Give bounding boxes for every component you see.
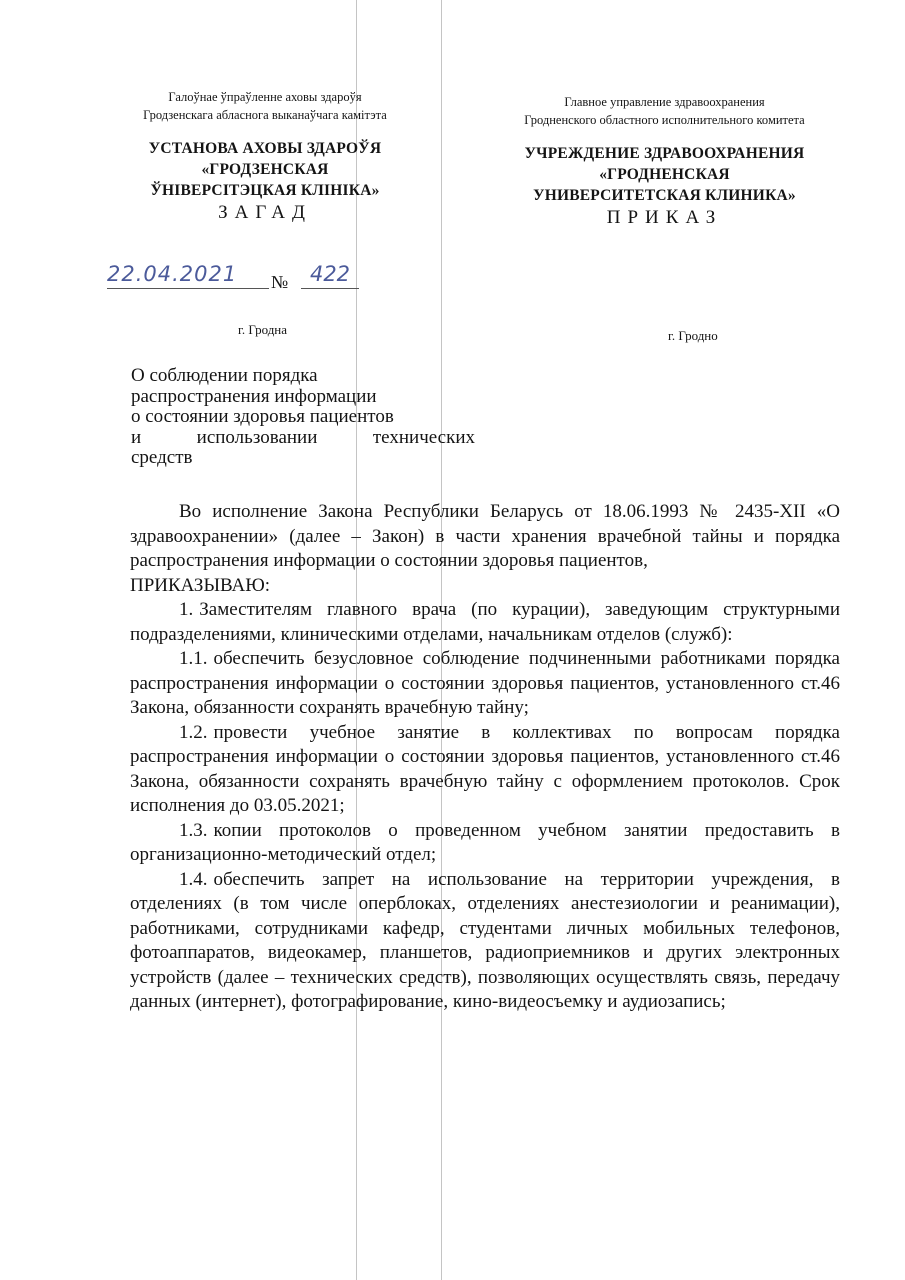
handwritten-date: 22.04.2021: [107, 262, 269, 289]
city-left: г. Гродна: [238, 322, 288, 337]
ministry-line: Галоўнае ўпраўленне аховы здароўя: [168, 90, 362, 104]
preamble: Во исполнение Закона Республики Беларусь от 18.06.1993 № 2435-XII «О здравоохранении» (далее – Закон) в части хранения врачебной тайны и порядка распространения информации о состоянии здоровья пациентов,: [130, 501, 840, 571]
order-item: [130, 598, 840, 647]
subject-line: о состоянии здоровья пациентов: [131, 406, 394, 427]
document-type: ЗАГАД: [218, 202, 312, 223]
subject-line: и использовании технических: [131, 426, 475, 448]
item-text: Заместителям главного врача (по курации), заведующим структурными подразделениями, клиническими отделами, начальникам отделов (служб):: [130, 599, 840, 645]
ministry-line: Главное управление здравоохранения: [564, 95, 765, 109]
organization-name: УСТАНОВА АХОВЫ ЗДАРОЎЯ «ГРОДЗЕНСКАЯ ЎНІВЕРСІТЭЦКАЯ КЛІНІКА»: [148, 140, 382, 199]
order-body: [130, 500, 840, 1015]
handwritten-number: 422: [301, 262, 359, 289]
order-item: [130, 721, 840, 819]
registration-line: [105, 262, 365, 302]
order-item: [130, 819, 840, 868]
item-text: обеспечить безусловное соблюдение подчиненными работниками порядка распространения информации о состоянии здоровья пациентов, установленного ст.46 Закона, обязанности сохранять врачебную тайну;: [130, 648, 840, 718]
organization-name: УЧРЕЖДЕНИЕ ЗДРАВООХРАНЕНИЯ «ГРОДНЕНСКАЯ УНИВЕРСИТЕТСКАЯ КЛИНИКА»: [524, 145, 805, 204]
item-text: копии протоколов о проведенном учебном занятии предоставить в организационно-методический отдел;: [130, 819, 840, 865]
order-word: ПРИКАЗЫВАЮ:: [130, 574, 271, 596]
order-item: [130, 868, 840, 1015]
header-belarusian: [115, 88, 415, 224]
header-russian: [492, 93, 837, 229]
subject-line: распространения информации: [131, 385, 377, 407]
item-number: 1.1.: [179, 648, 208, 669]
document-type: ПРИКАЗ: [606, 207, 723, 228]
item-number: 1.3.: [179, 819, 208, 841]
ministry-line: Гродзенскага абласнога выканаўчага камітэта: [143, 108, 387, 122]
item-text: провести учебное занятие в коллективах по вопросам порядка распространения информации о состоянии здоровья пациентов, установленного ст.46 Закона, обязанности сохранять врачебную тайну с оформлением протоколов. Срок исполнения до 03.05.2021;: [130, 721, 840, 816]
order-subject: [131, 366, 475, 469]
item-text: обеспечить запрет на использование на территории учреждения, в отделениях (в том числе оперблоках, отделениях анестезиологии и реанимации), работниками, сотрудниками кафедр, студентами личных мобильных телефонов, фотоаппаратов, видеокамер, планшетов, радиоприемников и других электронных устройств (далее – технических средств), позволяющих осуществлять связь, передачу данных (интернет), фотографирование, кино-видеосъемку и аудиозапись;: [130, 868, 840, 1012]
city-right: г. Гродно: [668, 328, 718, 343]
item-number: 1.2.: [179, 721, 208, 743]
item-number: 1.: [179, 599, 194, 620]
order-item: [130, 647, 840, 721]
number-label: №: [271, 272, 289, 292]
subject-line: О соблюдении порядка: [131, 365, 318, 386]
ministry-line: Гродненского областного исполнительного комитета: [524, 113, 805, 127]
item-number: 1.4.: [179, 868, 208, 890]
subject-line: средств: [131, 447, 193, 468]
